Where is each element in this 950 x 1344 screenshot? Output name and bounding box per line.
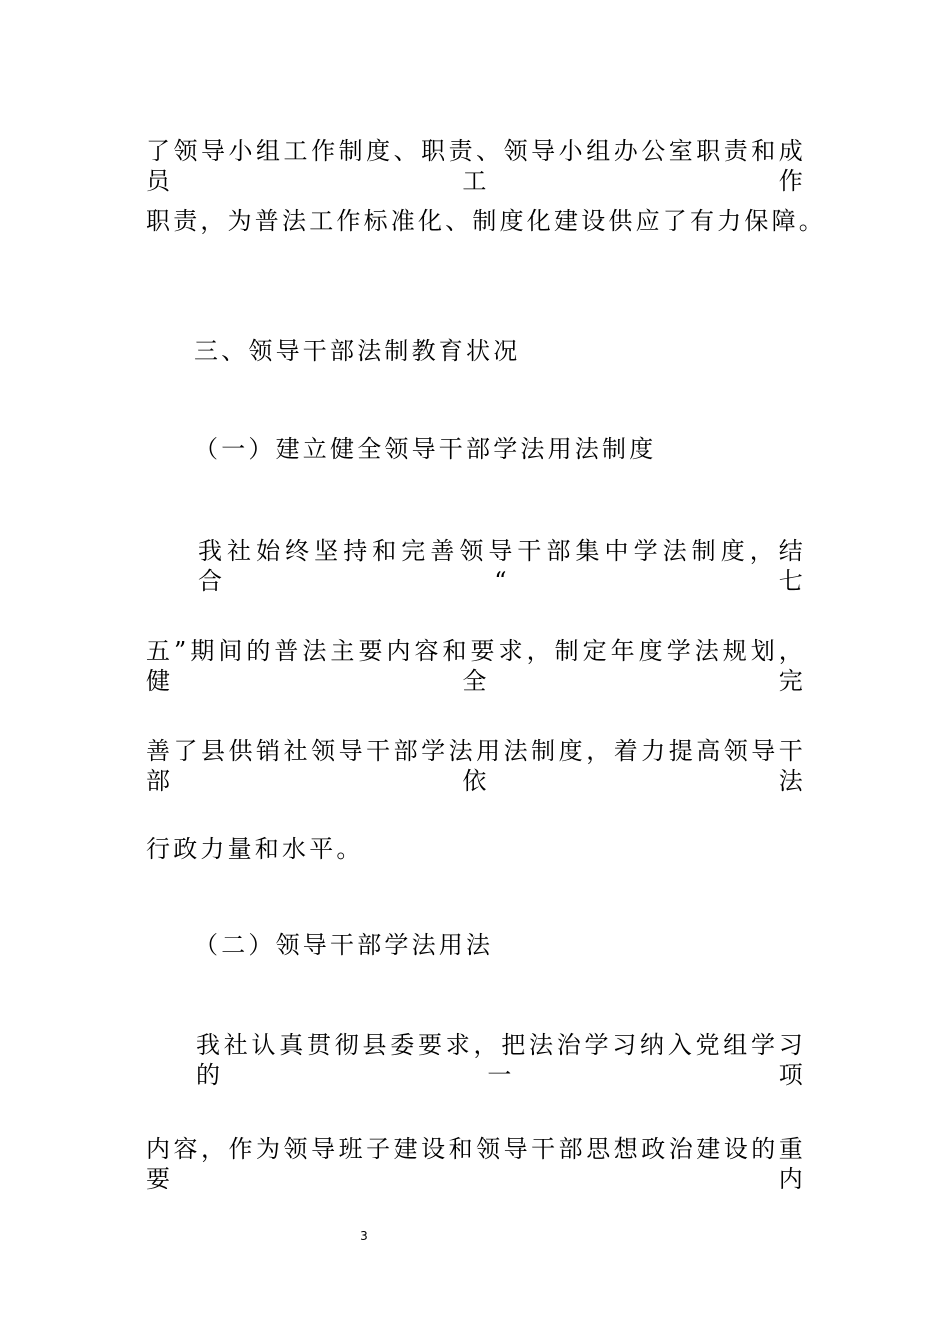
paragraph-line: 内容，作为领导班子建设和领导干部思想政治建设的重要内: [146, 1135, 806, 1193]
page-number: 3: [360, 1229, 368, 1243]
subsection-heading: （二）领导干部学法用法: [194, 931, 494, 959]
paragraph-line: 行政力量和水平。: [146, 835, 364, 863]
paragraph-line: 职责，为普法工作标准化、制度化建设供应了有力保障。: [146, 207, 826, 235]
subsection-heading: （一）建立健全领导干部学法用法制度: [194, 435, 657, 463]
paragraph-line: 五”期间的普法主要内容和要求，制定年度学法规划，健全完: [146, 637, 806, 695]
paragraph-line: 我社始终坚持和完善领导干部集中学法制度，结合“七: [198, 537, 806, 595]
paragraph-line: 了领导小组工作制度、职责、领导小组办公室职责和成员工作: [146, 137, 806, 195]
section-heading: 三、领导干部法制教育状况: [194, 337, 521, 365]
paragraph-line: 我社认真贯彻县委要求，把法治学习纳入党组学习的一项: [196, 1031, 806, 1089]
paragraph-line: 善了县供销社领导干部学法用法制度，着力提高领导干部依法: [146, 737, 806, 795]
